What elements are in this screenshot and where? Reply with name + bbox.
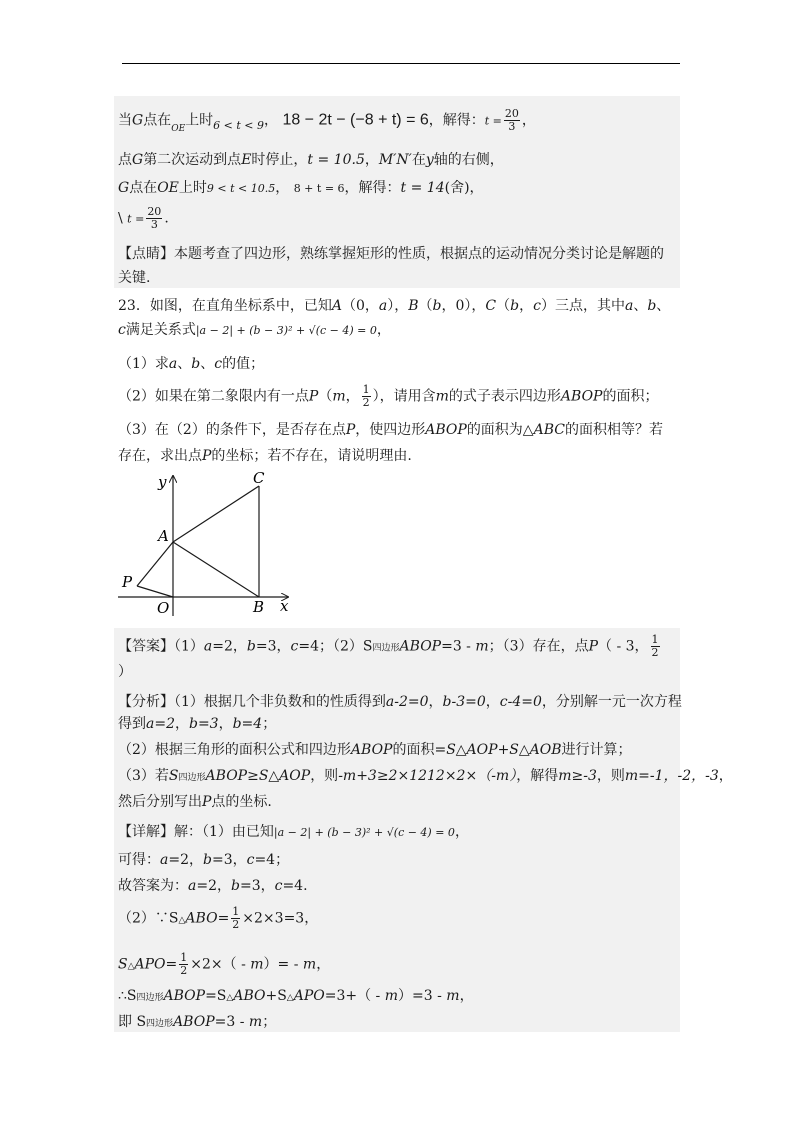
subscript: △ <box>127 961 135 972</box>
detail-line-4 <box>118 906 680 931</box>
text: ， <box>521 112 536 129</box>
text: =S <box>205 988 227 1004</box>
text: =4. <box>282 878 308 894</box>
var-b: b <box>231 878 240 894</box>
text: 第二次运动到点 <box>143 152 242 168</box>
text: （ - 3， <box>598 638 649 655</box>
inequality: ABOP≥S△AOP <box>205 768 311 784</box>
text: 可得： <box>118 852 160 868</box>
text: 的面积为△ <box>466 422 534 438</box>
equation: b=4 <box>232 716 263 732</box>
text: （2）∵S <box>118 910 179 927</box>
var-m: m <box>435 388 449 405</box>
q23-part-3a <box>118 420 680 440</box>
text: 23．如图，在直角坐标系中，已知 <box>118 298 332 314</box>
analysis-line-1 <box>118 692 680 712</box>
text: ， <box>718 768 733 784</box>
text: ， <box>275 180 290 196</box>
text: 、 <box>177 356 192 372</box>
text: 的面积= <box>392 742 447 758</box>
text: 的面积相等？若 <box>564 422 663 438</box>
text: 上时 <box>178 180 207 196</box>
frac-num: 1 <box>180 951 188 964</box>
text: 、 <box>633 298 648 314</box>
var-a: a <box>378 298 388 314</box>
answer-tag: 【答案】 <box>118 638 174 655</box>
text: ， <box>218 716 233 732</box>
text: +S <box>265 988 287 1004</box>
text: ； <box>262 716 277 732</box>
text: 进行计算； <box>561 742 632 758</box>
var-b: b <box>647 298 657 314</box>
text: ）= - <box>263 956 303 973</box>
frac-num: 20 <box>147 205 162 218</box>
q23-line-2 <box>118 320 680 341</box>
point-p: P <box>308 388 319 405</box>
text: ） <box>118 664 132 680</box>
triangle-abo: ABO <box>233 988 266 1004</box>
range-expr: 6 < t < 9 <box>213 118 264 132</box>
equation: b=3 <box>188 716 219 732</box>
var-g: G <box>132 112 144 129</box>
text: ，解得 <box>516 768 559 784</box>
label-p: P <box>122 573 133 591</box>
var-g: G <box>132 152 144 168</box>
text: ， <box>316 956 331 973</box>
text: 、 <box>200 356 215 372</box>
area-expr: S△AOP+S△AOB <box>446 742 562 758</box>
var-c: c <box>533 298 541 314</box>
quad-abop: ABOP <box>350 742 393 758</box>
text: 满足关系式 <box>125 322 196 338</box>
area-s: S <box>118 956 128 973</box>
range-expr: 9 < t < 10.5 <box>206 182 276 195</box>
segment-po <box>137 586 173 597</box>
subscript: 四边形 <box>136 993 164 1003</box>
fraction <box>362 384 371 409</box>
var-a: a <box>168 356 178 372</box>
answer-line-1 <box>118 634 680 659</box>
text: =3 - <box>441 638 476 655</box>
text: ， <box>485 694 500 710</box>
text: (舍)， <box>444 180 484 196</box>
text: . <box>164 210 169 227</box>
var-m: m <box>384 988 399 1004</box>
text: 然后分别写出 <box>118 794 202 810</box>
fraction <box>231 906 240 931</box>
frac-den: 2 <box>232 918 240 931</box>
analysis-line-4 <box>118 766 733 788</box>
detail-line-7 <box>118 1012 680 1034</box>
frac-num: 1 <box>651 633 659 646</box>
text: 存在，求出点 <box>118 448 202 464</box>
frac-den: 3 <box>150 218 158 231</box>
equation: c-4=0 <box>499 694 542 710</box>
text: 故答案为： <box>118 878 188 894</box>
point-c: C <box>485 298 497 314</box>
analysis-line-5 <box>118 792 680 812</box>
text: ），请用含 <box>372 388 436 405</box>
var-c: c <box>274 878 283 894</box>
subscript: 四边形 <box>178 773 206 783</box>
text: =4；（2）S <box>298 638 373 655</box>
relation-expr: |a − 2| + (b − 3)² + √(c − 4) = 0 <box>195 324 377 337</box>
text: （3）若 <box>118 768 169 784</box>
var-a: a <box>188 878 197 894</box>
detail-line-5 <box>118 952 680 977</box>
text: ， <box>364 152 379 168</box>
var-a: a <box>203 638 213 655</box>
text: ， <box>174 716 189 732</box>
var-b: b <box>510 298 520 314</box>
dianjing-tag: 【点睛】 <box>118 246 174 262</box>
var-m: m <box>475 638 489 655</box>
text: 的值； <box>222 356 265 372</box>
analysis-line-2 <box>118 714 680 734</box>
segment-ap <box>137 542 173 586</box>
triangle-abo: ABO <box>185 910 218 927</box>
point-p: P <box>202 448 212 464</box>
frac-den: 3 <box>508 120 516 133</box>
segment-ab <box>173 542 259 597</box>
text: ×2×（ - <box>190 956 251 973</box>
dianjing-line-2 <box>118 268 680 288</box>
text: 轴的右侧， <box>433 152 504 168</box>
text: = <box>165 956 178 973</box>
text: 点的坐标. <box>211 794 272 810</box>
coordinate-figure <box>110 466 310 624</box>
text: ×2×3=3， <box>242 910 319 927</box>
fraction <box>179 952 188 977</box>
dianjing-text: 关键. <box>118 270 151 286</box>
text: 的面积； <box>602 388 659 405</box>
var-g: G <box>118 180 130 196</box>
inequality: m≥-3 <box>558 768 597 784</box>
text: =2， <box>168 852 203 868</box>
text: （3）在（2）的条件下，是否存在点 <box>118 422 346 438</box>
dianjing-text: 本题考查了四边形，熟练掌握矩形的性质，根据点的运动情况分类讨论是解题的 <box>174 246 664 262</box>
t-value: t = 14 <box>400 180 445 196</box>
text: ，解得： <box>428 112 485 129</box>
var-m: m <box>250 956 264 973</box>
analysis-tag: 【分析】 <box>118 694 174 710</box>
point-p: P <box>345 422 356 438</box>
var-c: c <box>290 638 299 655</box>
t-value: t = 10.5 <box>307 152 365 168</box>
var-m: m <box>446 988 460 1004</box>
q23-line-1 <box>118 296 680 316</box>
detail-line-2 <box>118 850 680 870</box>
var-y: y <box>425 152 434 168</box>
text: （ <box>318 388 333 405</box>
text: = <box>217 910 230 927</box>
q23-part-1 <box>118 354 680 374</box>
text: =3+（ - <box>324 988 385 1004</box>
cont-line-1 <box>118 108 680 133</box>
text: =3， <box>239 878 275 894</box>
text: ，则 <box>596 768 625 784</box>
subscript: 四边形 <box>146 1019 174 1029</box>
label-x: x <box>280 597 289 615</box>
frac-den: 2 <box>362 396 370 409</box>
label-y: y <box>158 473 167 491</box>
text: 点在 <box>129 180 158 196</box>
var-b: b <box>191 356 201 372</box>
text: =4； <box>254 852 290 868</box>
text: 点 <box>118 152 132 168</box>
cont-line-4 <box>118 206 680 231</box>
text: ， <box>519 298 534 314</box>
frac-num: 1 <box>232 905 240 918</box>
q23-part-2 <box>118 384 680 409</box>
values: m=-1，-2，-3 <box>624 768 719 784</box>
point-a: A <box>331 298 342 314</box>
text: ， <box>454 824 469 840</box>
equation: 18 − 2t − (−8 + t) = 6 <box>282 111 429 129</box>
text: ， <box>263 112 278 129</box>
text: （0， <box>341 298 379 314</box>
text: （2）如果在第二象限内有一点 <box>118 388 309 405</box>
cont-line-2 <box>118 150 680 170</box>
text: ∴S <box>118 988 137 1004</box>
fraction <box>504 108 520 133</box>
segment-oe: OE <box>171 123 186 134</box>
fraction <box>651 634 660 659</box>
text: ； <box>262 1014 277 1030</box>
equation: a=2 <box>146 716 175 732</box>
var-c: c <box>118 322 126 338</box>
point-b: B <box>408 298 419 314</box>
quad-abop: ABOP <box>560 388 603 405</box>
text: 时停止， <box>251 152 308 168</box>
text: 即 S <box>118 1014 147 1030</box>
quad-abop: ABOP <box>163 988 206 1004</box>
segment-oe: OE <box>157 180 179 196</box>
text: 得到 <box>118 716 146 732</box>
text: ， <box>376 322 391 338</box>
dianjing-line-1 <box>118 244 680 264</box>
text: =3， <box>211 852 247 868</box>
point-p: P <box>202 794 212 810</box>
text: ，则 <box>310 768 339 784</box>
var-m: m <box>248 1014 263 1030</box>
frac-num: 20 <box>504 107 519 120</box>
q23-part-3b <box>118 446 680 466</box>
triangle-abc: ABC <box>533 422 565 438</box>
var-a: a <box>624 298 634 314</box>
text: （ <box>418 298 433 314</box>
text: ）， <box>387 298 409 314</box>
text: ， <box>428 694 443 710</box>
var-m: m <box>302 956 317 973</box>
point-p: P <box>588 638 598 655</box>
var-b: b <box>246 638 256 655</box>
text: 、 <box>656 298 671 314</box>
var-m: m <box>332 388 346 405</box>
text: ）三点，其中 <box>540 298 625 314</box>
text: （1）根据几个非负数和的性质得到 <box>174 694 386 710</box>
analysis-line-3 <box>118 740 680 760</box>
var-b: b <box>203 852 212 868</box>
text: ， <box>459 988 474 1004</box>
triangle-apo: APO <box>134 956 166 973</box>
detail-line-6 <box>118 986 680 1008</box>
text: 的坐标；若不存在，请说明理由. <box>211 448 412 464</box>
label-o: O <box>157 599 170 617</box>
text: ，解得： <box>344 180 401 196</box>
segment-ac <box>173 486 259 542</box>
subscript: △ <box>286 993 294 1003</box>
subscript: 四边形 <box>372 643 400 654</box>
text: （2）根据三角形的面积公式和四边形 <box>118 742 351 758</box>
quad-abop: ABOP <box>425 422 467 438</box>
text: （1） <box>174 638 204 655</box>
quad-abop: ABOP <box>173 1014 215 1030</box>
text: =3， <box>255 638 291 655</box>
relation-expr: |a − 2| + (b − 3)² + √(c − 4) = 0 <box>273 826 455 839</box>
text: 的式子表示四边形 <box>448 388 561 405</box>
detail-line-1 <box>118 822 680 843</box>
quad-abop: ABOP <box>399 638 442 655</box>
label-c: C <box>253 469 265 487</box>
var-b: b <box>432 298 442 314</box>
subscript: △ <box>178 915 186 926</box>
triangle-apo: APO <box>293 988 325 1004</box>
detail-tag: 【详解】 <box>118 824 174 840</box>
equation: a-2=0 <box>385 694 429 710</box>
subscript: △ <box>226 993 234 1003</box>
detail-line-3 <box>118 876 680 896</box>
text: 点在 <box>143 112 172 129</box>
text: ，0）， <box>441 298 486 314</box>
label-a: A <box>158 527 169 545</box>
text: ，使四边形 <box>355 422 426 438</box>
text: \ <box>118 210 123 227</box>
equation: 8 + t = 6 <box>293 182 345 195</box>
text: ， <box>345 388 360 405</box>
text: =3 - <box>214 1014 249 1030</box>
header-rule <box>122 63 680 64</box>
text: 在 <box>411 152 426 168</box>
area-s: S <box>168 768 179 784</box>
text: =2， <box>196 878 231 894</box>
text: 当 <box>118 112 132 129</box>
text: 解：（1）由已知 <box>174 824 274 840</box>
text: 上时 <box>185 112 214 129</box>
inequality: -m+3≥2×1212×2×（-m） <box>338 768 517 784</box>
equation: b-3=0 <box>442 694 486 710</box>
frac-den: 2 <box>180 964 188 977</box>
text: （1）求 <box>118 356 169 372</box>
text: =2， <box>212 638 247 655</box>
text: ）=3 - <box>398 988 447 1004</box>
var-c: c <box>246 852 255 868</box>
t-eq: t = <box>484 114 502 128</box>
fraction <box>146 206 162 231</box>
segment-mn: M′N′ <box>378 152 412 168</box>
text: ，分别解一元一次方程 <box>541 694 682 710</box>
frac-num: 1 <box>362 383 370 396</box>
text: （ <box>496 298 511 314</box>
var-e: E <box>241 152 252 168</box>
t-eq: t = <box>127 212 145 226</box>
cont-line-3 <box>118 178 680 199</box>
frac-den: 2 <box>651 646 659 659</box>
label-b: B <box>253 598 265 616</box>
var-c: c <box>214 356 223 372</box>
text: ；（3）存在，点 <box>488 638 589 655</box>
var-a: a <box>160 852 169 868</box>
answer-line-2 <box>118 662 680 682</box>
